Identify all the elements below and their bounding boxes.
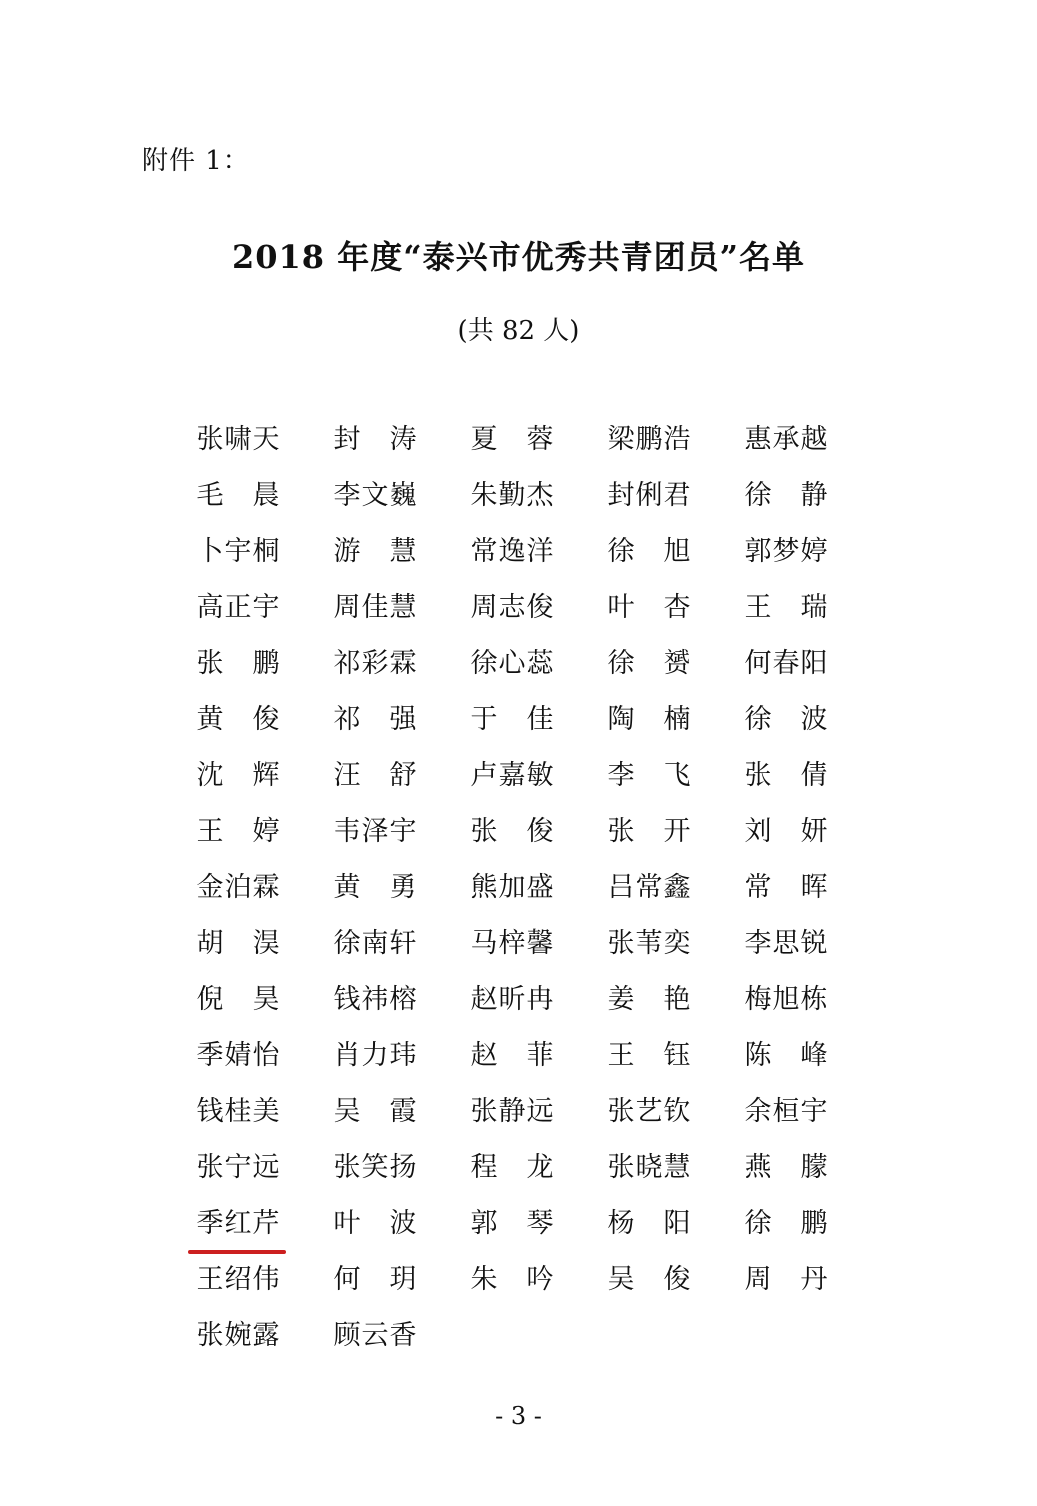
member-name: 季 婧 怡 <box>196 1040 280 1071</box>
member-name: 惠 承 越 <box>744 424 828 455</box>
member-name: 徐 赟 <box>607 648 691 679</box>
member-name: 季 红 芹 <box>196 1204 333 1244</box>
member-name: 李 飞 <box>607 760 691 791</box>
member-name: 黄 勇 <box>333 872 417 903</box>
member-name: 高 正 宇 <box>196 592 280 623</box>
member-name: 王 婷 <box>196 816 280 847</box>
name-row <box>196 804 886 860</box>
member-name: 叶 杏 <box>607 592 691 623</box>
name-row <box>196 412 886 468</box>
member-name: 游 慧 <box>333 536 417 567</box>
member-name: 毛 晨 <box>196 480 280 511</box>
member-name: 周 丹 <box>744 1264 828 1295</box>
name-row <box>196 1252 886 1308</box>
name-row <box>196 1140 886 1196</box>
name-row <box>196 468 886 524</box>
member-name: 王 瑞 <box>744 592 828 623</box>
member-name: 燕 朦 <box>744 1152 828 1183</box>
member-name: 金 泊 霖 <box>196 872 280 903</box>
name-row <box>196 636 886 692</box>
name-row <box>196 580 886 636</box>
member-name: 肖 力 玮 <box>333 1040 417 1071</box>
member-name: 赵 昕 冉 <box>470 984 554 1015</box>
name-row <box>196 692 886 748</box>
member-name: 封 俐 君 <box>607 480 691 511</box>
member-name: 汪 舒 <box>333 760 417 791</box>
name-row <box>196 748 886 804</box>
member-name: 徐 心 蕊 <box>470 648 554 679</box>
member-name: 张 开 <box>607 816 691 847</box>
member-name: 徐 南 轩 <box>333 928 417 959</box>
member-name: 张 笑 扬 <box>333 1152 417 1183</box>
member-name: 顾 云 香 <box>333 1320 417 1351</box>
member-name: 常 逸 洋 <box>470 536 554 567</box>
member-name: 王 绍 伟 <box>196 1264 280 1295</box>
member-name: 吕 常 鑫 <box>607 872 691 903</box>
member-name: 卢 嘉 敏 <box>470 760 554 791</box>
member-name: 李 文 巍 <box>333 480 417 511</box>
member-name: 倪 昊 <box>196 984 280 1015</box>
member-name: 何 玥 <box>333 1264 417 1295</box>
member-name: 陈 峰 <box>744 1040 828 1071</box>
name-row <box>196 1308 886 1364</box>
member-name: 祁 强 <box>333 704 417 735</box>
member-name: 梁 鹏 浩 <box>607 424 691 455</box>
member-name: 郭 梦 婷 <box>744 536 828 567</box>
name-row <box>196 1028 886 1084</box>
member-name: 杨 阳 <box>607 1208 691 1239</box>
member-name: 张 婉 露 <box>196 1320 280 1351</box>
member-name: 张 啸 天 <box>196 424 280 455</box>
member-count-note: (共 82 人) <box>457 316 580 346</box>
page-number: - 3 - <box>495 1402 542 1430</box>
member-name: 张 鹏 <box>196 648 280 679</box>
member-name: 张 宁 远 <box>196 1152 280 1183</box>
member-name: 于 佳 <box>470 704 554 735</box>
member-name: 吴 俊 <box>607 1264 691 1295</box>
name-row <box>196 972 886 1028</box>
member-name: 张 晓 慧 <box>607 1152 691 1183</box>
member-name: 沈 辉 <box>196 760 280 791</box>
name-row <box>196 860 886 916</box>
member-name: 张 俊 <box>470 816 554 847</box>
member-name: 卜 宇 桐 <box>196 536 280 567</box>
attachment-label: 附件 1： <box>142 146 250 176</box>
member-name: 赵 菲 <box>470 1040 554 1071</box>
member-name: 徐 波 <box>744 704 828 735</box>
member-name: 常 晖 <box>744 872 828 903</box>
member-name: 朱 勤 杰 <box>470 480 554 511</box>
member-name: 刘 妍 <box>744 816 828 847</box>
member-name: 徐 鹏 <box>744 1208 828 1239</box>
member-name: 梅 旭 栋 <box>744 984 828 1015</box>
name-row <box>196 1196 886 1252</box>
member-name: 夏 蓉 <box>470 424 554 455</box>
member-name: 钱 桂 美 <box>196 1096 280 1127</box>
member-name: 徐 旭 <box>607 536 691 567</box>
member-name: 叶 波 <box>333 1208 417 1239</box>
member-name: 何 春 阳 <box>744 648 828 679</box>
member-name: 吴 霞 <box>333 1096 417 1127</box>
member-name: 姜 艳 <box>607 984 691 1015</box>
name-row <box>196 916 886 972</box>
member-name: 李 思 锐 <box>744 928 828 959</box>
member-name: 徐 静 <box>744 480 828 511</box>
member-name: 周 志 俊 <box>470 592 554 623</box>
member-name: 周 佳 慧 <box>333 592 417 623</box>
name-row <box>196 524 886 580</box>
member-name: 黄 俊 <box>196 704 280 735</box>
member-name: 朱 吟 <box>470 1264 554 1295</box>
member-name: 张 苇 奕 <box>607 928 691 959</box>
member-name: 马 梓 馨 <box>470 928 554 959</box>
member-name: 钱 祎 榕 <box>333 984 417 1015</box>
member-name: 张 静 远 <box>470 1096 554 1127</box>
member-name: 余 桓 宇 <box>744 1096 828 1127</box>
member-name: 张 倩 <box>744 760 828 791</box>
document-title: 2018 年度“泰兴市优秀共青团员”名单 <box>231 238 806 276</box>
member-name: 张 艺 钦 <box>607 1096 691 1127</box>
member-name: 熊 加 盛 <box>470 872 554 903</box>
member-name: 胡 淏 <box>196 928 280 959</box>
name-list <box>196 412 886 1364</box>
member-name: 封 涛 <box>333 424 417 455</box>
member-name: 郭 琴 <box>470 1208 554 1239</box>
member-name: 程 龙 <box>470 1152 554 1183</box>
member-name: 王 钰 <box>607 1040 691 1071</box>
member-name: 韦 泽 宇 <box>333 816 417 847</box>
member-name: 陶 楠 <box>607 704 691 735</box>
member-name: 祁 彩 霖 <box>333 648 417 679</box>
name-row <box>196 1084 886 1140</box>
